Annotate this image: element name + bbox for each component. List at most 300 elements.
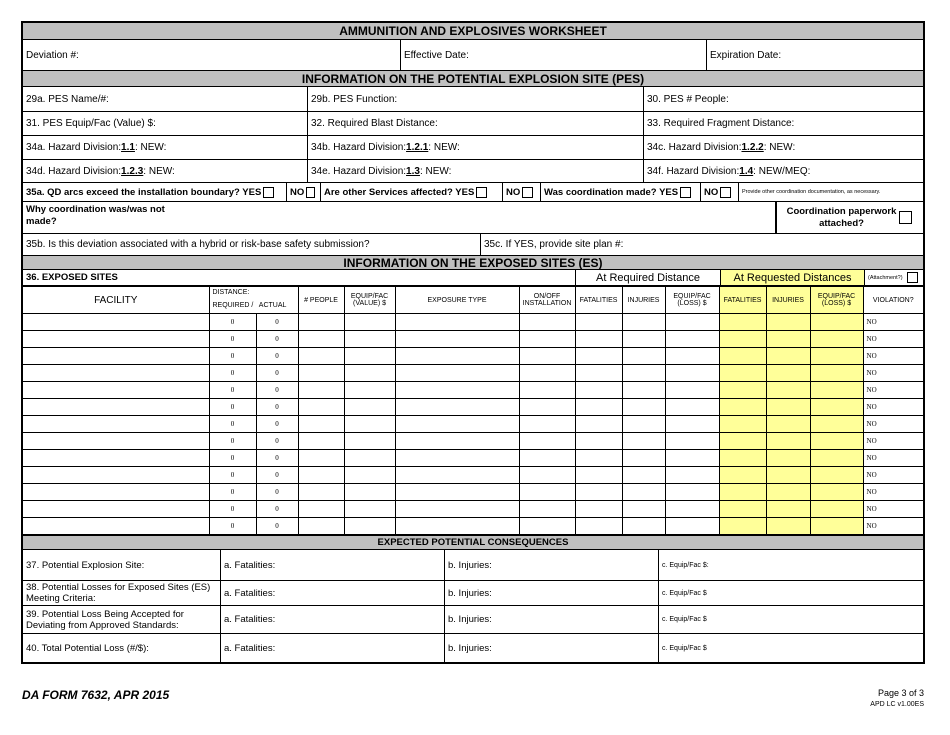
facility-cell[interactable] [23, 518, 209, 535]
hazard-34b-code: 1.2.1 [406, 142, 429, 153]
table-row [23, 518, 923, 535]
facility-cell[interactable] [23, 365, 209, 382]
on-off-cell[interactable] [519, 331, 575, 348]
col-exposure-type: EXPOSURE TYPE [395, 287, 519, 314]
pes-row-35b [23, 234, 923, 256]
pes-function-field[interactable]: 29b. PES Function: [308, 87, 644, 111]
fatalities-cell[interactable] [575, 450, 622, 467]
col-distance-label: DISTANCE: [212, 289, 250, 296]
table-row [23, 450, 923, 467]
actual-distance-cell[interactable]: 0 [256, 314, 298, 331]
consequence-row [23, 634, 923, 662]
exposure-type-cell[interactable] [395, 382, 519, 399]
qd-arcs-yes-checkbox[interactable] [263, 187, 274, 198]
on-off-cell[interactable] [519, 450, 575, 467]
injuries-requested-cell[interactable] [766, 484, 810, 501]
pes-people-field[interactable]: 30. PES # People: [647, 93, 729, 105]
hybrid-submission-field[interactable]: 35b. Is this deviation associated with a hybrid or risk-base safety submission? [23, 234, 481, 255]
people-cell[interactable] [298, 382, 344, 399]
required-distance-cell[interactable]: 0 [209, 314, 256, 331]
es-rows [23, 314, 923, 535]
violation-cell[interactable]: NO [863, 501, 923, 518]
fatalities-requested-cell[interactable] [719, 484, 766, 501]
why-coordination-label: Why coordination was/was not made? [26, 204, 165, 227]
loss-requested-cell[interactable] [810, 348, 863, 365]
col-required: REQUIRED / [212, 302, 254, 309]
fatalities-cell[interactable] [575, 314, 622, 331]
injuries-cell[interactable] [622, 348, 665, 365]
equip-fac-field[interactable]: c. Equip/Fac $: [662, 561, 709, 569]
consequence-row [23, 606, 923, 634]
coordination-label: Was coordination made? YES [544, 186, 679, 198]
injuries-field[interactable]: b. Injuries: [445, 634, 659, 662]
hazard-34f-code: 1.4 [739, 165, 754, 177]
injuries-cell[interactable] [622, 416, 665, 433]
injuries-requested-cell[interactable] [766, 382, 810, 399]
people-cell[interactable] [298, 348, 344, 365]
violation-cell[interactable]: NO [863, 399, 923, 416]
table-row [23, 399, 923, 416]
consequence-label: 40. Total Potential Loss (#/$): [23, 634, 221, 662]
table-row [23, 331, 923, 348]
facility-cell[interactable] [23, 382, 209, 399]
loss-requested-cell[interactable] [810, 484, 863, 501]
fatalities-cell[interactable] [575, 331, 622, 348]
attachment-label: (Attachment?) [868, 274, 903, 281]
fatalities-requested-cell[interactable] [719, 467, 766, 484]
injuries-cell[interactable] [622, 518, 665, 535]
required-distance-cell[interactable]: 0 [209, 382, 256, 399]
actual-distance-cell[interactable]: 0 [256, 450, 298, 467]
hazard-34b-suffix: : NEW: [428, 142, 460, 153]
exposure-type-cell[interactable] [395, 518, 519, 535]
loss-cell[interactable] [665, 416, 719, 433]
exposure-type-cell[interactable] [395, 331, 519, 348]
paperwork-attached [776, 202, 923, 233]
facility-cell[interactable] [23, 433, 209, 450]
facility-cell[interactable] [23, 348, 209, 365]
exposure-type-cell[interactable] [395, 365, 519, 382]
hazard-34a-field[interactable] [23, 136, 308, 159]
fatalities-requested-cell[interactable] [719, 450, 766, 467]
exposure-type-cell[interactable] [395, 433, 519, 450]
actual-distance-cell[interactable]: 0 [256, 433, 298, 450]
col-loss-requested: EQUIP/FAC (LOSS) $ [810, 287, 863, 314]
on-off-cell[interactable] [519, 501, 575, 518]
injuries-cell[interactable] [622, 484, 665, 501]
fatalities-requested-cell[interactable] [719, 501, 766, 518]
injuries-cell[interactable] [622, 433, 665, 450]
hazard-34a-code: 1.1 [121, 142, 135, 153]
equip-value-cell[interactable] [344, 501, 395, 518]
injuries-requested-cell[interactable] [766, 433, 810, 450]
injuries-requested-cell[interactable] [766, 331, 810, 348]
equip-value-cell[interactable] [344, 518, 395, 535]
consequence-label: 39. Potential Loss Being Accepted for Deviating from Approved Standards: [23, 606, 221, 633]
col-people: # PEOPLE [298, 287, 344, 314]
required-distance-cell[interactable]: 0 [209, 348, 256, 365]
people-cell[interactable] [298, 331, 344, 348]
exposed-sites-label: 36. EXPOSED SITES [23, 270, 576, 285]
attachment-field [865, 270, 923, 285]
page-info [870, 688, 924, 708]
es-subheader [23, 270, 923, 286]
qd-arcs-no-checkbox[interactable] [306, 187, 315, 198]
services-label: Are other Services affected? YES [324, 186, 475, 198]
services-no-checkbox[interactable] [522, 187, 533, 198]
fatalities-cell[interactable] [575, 399, 622, 416]
equip-value-cell[interactable] [344, 382, 395, 399]
equip-value-cell[interactable] [344, 365, 395, 382]
on-off-cell[interactable] [519, 365, 575, 382]
loss-cell[interactable] [665, 399, 719, 416]
loss-cell[interactable] [665, 518, 719, 535]
hazard-34a-suffix: : NEW: [134, 142, 167, 153]
violation-cell[interactable]: NO [863, 433, 923, 450]
loss-requested-cell[interactable] [810, 450, 863, 467]
actual-distance-cell[interactable]: 0 [256, 484, 298, 501]
table-row [23, 382, 923, 399]
required-distance-cell[interactable]: 0 [209, 484, 256, 501]
hazard-34c-field[interactable] [644, 136, 923, 159]
coordination-no-label: NO [704, 186, 719, 198]
col-on-off: ON/OFF INSTALLATION [519, 287, 575, 314]
loss-requested-cell[interactable] [810, 416, 863, 433]
pes-header: INFORMATION ON THE POTENTIAL EXPLOSION SITE (PES) [23, 71, 923, 87]
on-off-cell[interactable] [519, 484, 575, 501]
hazard-34e-label: 34e. Hazard Division: [311, 165, 407, 177]
injuries-field[interactable]: b. Injuries: [445, 550, 659, 580]
violation-cell[interactable]: NO [863, 348, 923, 365]
services-yes-checkbox[interactable] [476, 187, 487, 198]
table-row [23, 314, 923, 331]
equip-value-cell[interactable] [344, 433, 395, 450]
col-actual: ACTUAL [258, 302, 287, 309]
qd-arcs-label: 35a. QD arcs exceed the installation boundary? YES [26, 186, 262, 198]
equip-value-cell[interactable] [344, 467, 395, 484]
loss-cell[interactable] [665, 331, 719, 348]
hazard-34b-label: 34b. Hazard Division: [311, 142, 407, 153]
facility-cell[interactable] [23, 450, 209, 467]
top-row [23, 40, 923, 71]
fatalities-cell[interactable] [575, 433, 622, 450]
required-distance-cell[interactable]: 0 [209, 450, 256, 467]
loss-requested-cell[interactable] [810, 314, 863, 331]
fatalities-requested-cell[interactable] [719, 348, 766, 365]
equip-value-cell[interactable] [344, 331, 395, 348]
form-version: APD LC v1.00ES [870, 701, 924, 708]
people-cell[interactable] [298, 450, 344, 467]
hazard-34e-suffix: : NEW: [419, 165, 452, 177]
table-row [23, 501, 923, 518]
paperwork-checkbox[interactable] [899, 211, 912, 224]
deviation-field[interactable]: Deviation #: [23, 40, 401, 70]
people-cell[interactable] [298, 484, 344, 501]
loss-requested-cell[interactable] [810, 518, 863, 535]
required-distance-cell[interactable]: 0 [209, 518, 256, 535]
pes-row-2 [23, 112, 923, 136]
injuries-field[interactable]: b. Injuries: [445, 581, 659, 605]
facility-cell[interactable] [23, 399, 209, 416]
actual-distance-cell[interactable]: 0 [256, 331, 298, 348]
injuries-requested-cell[interactable] [766, 399, 810, 416]
blast-distance-field[interactable]: 32. Required Blast Distance: [308, 112, 644, 135]
loss-requested-cell[interactable] [810, 365, 863, 382]
table-row [23, 348, 923, 365]
loss-cell[interactable] [665, 348, 719, 365]
exposure-type-cell[interactable] [395, 348, 519, 365]
fatalities-requested-cell[interactable] [719, 365, 766, 382]
fatalities-requested-cell[interactable] [719, 416, 766, 433]
required-distance-cell[interactable]: 0 [209, 467, 256, 484]
violation-cell[interactable]: NO [863, 416, 923, 433]
actual-distance-cell[interactable]: 0 [256, 467, 298, 484]
qd-arcs-no [287, 183, 321, 201]
qd-arcs-no-label: NO [290, 186, 305, 198]
fatalities-cell[interactable] [575, 416, 622, 433]
coordination-no [701, 183, 739, 201]
fatalities-requested-cell[interactable] [719, 382, 766, 399]
fatalities-cell[interactable] [575, 365, 622, 382]
facility-cell[interactable] [23, 501, 209, 518]
injuries-requested-cell[interactable] [766, 450, 810, 467]
table-row [23, 467, 923, 484]
hazard-34f-field[interactable] [644, 160, 923, 182]
hazard-34d-field[interactable] [23, 160, 308, 182]
people-cell[interactable] [298, 467, 344, 484]
violation-cell[interactable]: NO [863, 382, 923, 399]
actual-distance-cell[interactable]: 0 [256, 518, 298, 535]
injuries-requested-cell[interactable] [766, 365, 810, 382]
col-distance [209, 287, 298, 314]
people-cell[interactable] [298, 433, 344, 450]
why-coordination-field[interactable] [23, 202, 776, 233]
equip-fac-field[interactable]: c. Equip/Fac $ [662, 616, 707, 623]
effective-date-field[interactable]: Effective Date: [401, 40, 707, 70]
col-fatalities-requested: FATALITIES [719, 287, 766, 314]
loss-cell[interactable] [665, 467, 719, 484]
equip-value-cell[interactable] [344, 314, 395, 331]
consequence-row [23, 550, 923, 581]
equip-value-cell[interactable] [344, 399, 395, 416]
col-equip-value: EQUIP/FAC (VALUE) $ [344, 287, 395, 314]
injuries-cell[interactable] [622, 467, 665, 484]
required-distance-cell[interactable]: 0 [209, 365, 256, 382]
injuries-cell[interactable] [622, 399, 665, 416]
loss-requested-cell[interactable] [810, 467, 863, 484]
fatalities-cell[interactable] [575, 484, 622, 501]
coordination-doc-note: Provide other coordination documentation, as necessary. [742, 189, 881, 195]
people-cell[interactable] [298, 416, 344, 433]
hazard-34d-label: 34d. Hazard Division: [26, 165, 122, 177]
exposure-type-cell[interactable] [395, 484, 519, 501]
injuries-cell[interactable] [622, 501, 665, 518]
at-requested-distances: At Requested Distances [721, 270, 865, 285]
equip-value-cell[interactable] [344, 416, 395, 433]
loss-requested-cell[interactable] [810, 433, 863, 450]
services-no [503, 183, 541, 201]
table-row [23, 433, 923, 450]
equip-value-cell[interactable] [344, 348, 395, 365]
loss-requested-cell[interactable] [810, 382, 863, 399]
hazard-34f-label: 34f. Hazard Division: [647, 165, 740, 177]
on-off-cell[interactable] [519, 416, 575, 433]
injuries-cell[interactable] [622, 314, 665, 331]
coordination-yes-checkbox[interactable] [680, 187, 691, 198]
actual-distance-cell[interactable]: 0 [256, 416, 298, 433]
fatalities-cell[interactable] [575, 501, 622, 518]
on-off-cell[interactable] [519, 467, 575, 484]
violation-cell[interactable]: NO [863, 314, 923, 331]
es-column-headers [23, 287, 923, 314]
hazard-34e-field[interactable] [308, 160, 644, 182]
fatalities-cell[interactable] [575, 467, 622, 484]
at-required-distance: At Required Distance [576, 270, 721, 285]
actual-distance-cell[interactable]: 0 [256, 501, 298, 518]
required-distance-cell[interactable]: 0 [209, 331, 256, 348]
coordination-no-checkbox[interactable] [720, 187, 731, 198]
on-off-cell[interactable] [519, 314, 575, 331]
hazard-34c-suffix: : NEW: [763, 142, 796, 153]
injuries-requested-cell[interactable] [766, 518, 810, 535]
facility-cell[interactable] [23, 484, 209, 501]
fatalities-cell[interactable] [575, 518, 622, 535]
actual-distance-cell[interactable]: 0 [256, 382, 298, 399]
exposure-type-cell[interactable] [395, 416, 519, 433]
people-cell[interactable] [298, 518, 344, 535]
facility-cell[interactable] [23, 314, 209, 331]
fatalities-cell[interactable] [575, 348, 622, 365]
pes-row-4 [23, 160, 923, 183]
people-cell[interactable] [298, 399, 344, 416]
expiration-date-field[interactable]: Expiration Date: [710, 49, 782, 61]
fatalities-requested-cell[interactable] [719, 399, 766, 416]
loss-requested-cell[interactable] [810, 501, 863, 518]
consequences-header: EXPECTED POTENTIAL CONSEQUENCES [23, 535, 923, 550]
loss-cell[interactable] [665, 365, 719, 382]
fatalities-requested-cell[interactable] [719, 331, 766, 348]
site-plan-field[interactable]: 35c. If YES, provide site plan #: [484, 239, 624, 250]
fatalities-field[interactable]: a. Fatalities: [221, 634, 445, 662]
injuries-field[interactable]: b. Injuries: [445, 606, 659, 633]
exposure-type-cell[interactable] [395, 501, 519, 518]
injuries-requested-cell[interactable] [766, 467, 810, 484]
pes-name-field[interactable]: 29a. PES Name/#: [23, 87, 308, 111]
equip-value-cell[interactable] [344, 450, 395, 467]
violation-cell[interactable]: NO [863, 365, 923, 382]
on-off-cell[interactable] [519, 382, 575, 399]
equip-fac-field[interactable]: c. Equip/Fac $ [662, 644, 707, 652]
loss-cell[interactable] [665, 433, 719, 450]
on-off-cell[interactable] [519, 399, 575, 416]
loss-cell[interactable] [665, 484, 719, 501]
required-distance-cell[interactable]: 0 [209, 433, 256, 450]
violation-cell[interactable]: NO [863, 484, 923, 501]
table-row [23, 416, 923, 433]
hazard-34e-code: 1.3 [406, 165, 420, 177]
qd-arcs-question [23, 183, 287, 201]
exposure-type-cell[interactable] [395, 467, 519, 484]
injuries-cell[interactable] [622, 450, 665, 467]
pes-row-3 [23, 136, 923, 160]
injuries-requested-cell[interactable] [766, 501, 810, 518]
pes-row-1 [23, 87, 923, 112]
injuries-cell[interactable] [622, 365, 665, 382]
fatalities-field[interactable]: a. Fatalities: [221, 581, 445, 605]
required-distance-cell[interactable]: 0 [209, 501, 256, 518]
fatalities-requested-cell[interactable] [719, 433, 766, 450]
loss-requested-cell[interactable] [810, 331, 863, 348]
violation-cell[interactable]: NO [863, 450, 923, 467]
facility-cell[interactable] [23, 416, 209, 433]
injuries-requested-cell[interactable] [766, 416, 810, 433]
facility-cell[interactable] [23, 331, 209, 348]
services-question [321, 183, 503, 201]
people-cell[interactable] [298, 314, 344, 331]
people-cell[interactable] [298, 501, 344, 518]
fatalities-cell[interactable] [575, 382, 622, 399]
violation-cell[interactable]: NO [863, 518, 923, 535]
loss-cell[interactable] [665, 314, 719, 331]
fatalities-requested-cell[interactable] [719, 314, 766, 331]
on-off-cell[interactable] [519, 433, 575, 450]
worksheet-form [21, 21, 925, 664]
hazard-34c-label: 34c. Hazard Division: [647, 142, 742, 153]
pes-value-field[interactable]: 31. PES Equip/Fac (Value) $: [23, 112, 308, 135]
loss-requested-cell[interactable] [810, 399, 863, 416]
fatalities-field[interactable]: a. Fatalities: [221, 606, 445, 633]
actual-distance-cell[interactable]: 0 [256, 399, 298, 416]
exposure-type-cell[interactable] [395, 314, 519, 331]
actual-distance-cell[interactable]: 0 [256, 365, 298, 382]
form-id: DA FORM 7632, APR 2015 [22, 688, 170, 702]
loss-cell[interactable] [665, 450, 719, 467]
form-title: AMMUNITION AND EXPLOSIVES WORKSHEET [23, 23, 923, 40]
injuries-cell[interactable] [622, 382, 665, 399]
fragment-distance-field[interactable]: 33. Required Fragment Distance: [647, 118, 795, 129]
actual-distance-cell[interactable]: 0 [256, 348, 298, 365]
fatalities-field[interactable]: a. Fatalities: [221, 550, 445, 580]
exposure-type-cell[interactable] [395, 450, 519, 467]
injuries-requested-cell[interactable] [766, 348, 810, 365]
required-distance-cell[interactable]: 0 [209, 416, 256, 433]
on-off-cell[interactable] [519, 348, 575, 365]
es-header: INFORMATION ON THE EXPOSED SITES (ES) [23, 256, 923, 270]
consequence-row [23, 581, 923, 606]
attachment-checkbox[interactable] [907, 272, 918, 283]
injuries-requested-cell[interactable] [766, 314, 810, 331]
fatalities-requested-cell[interactable] [719, 518, 766, 535]
table-row [23, 484, 923, 501]
on-off-cell[interactable] [519, 518, 575, 535]
violation-cell[interactable]: NO [863, 331, 923, 348]
consequence-label: 37. Potential Explosion Site: [23, 550, 221, 580]
exposure-type-cell[interactable] [395, 399, 519, 416]
facility-cell[interactable] [23, 467, 209, 484]
people-cell[interactable] [298, 365, 344, 382]
loss-cell[interactable] [665, 501, 719, 518]
equip-fac-field[interactable]: c. Equip/Fac $ [662, 589, 707, 597]
violation-cell[interactable]: NO [863, 467, 923, 484]
hazard-34b-field[interactable] [308, 136, 644, 159]
consequence-rows [23, 550, 923, 662]
injuries-cell[interactable] [622, 331, 665, 348]
equip-value-cell[interactable] [344, 484, 395, 501]
hazard-34d-suffix: : NEW: [143, 165, 175, 177]
loss-cell[interactable] [665, 382, 719, 399]
col-injuries: INJURIES [622, 287, 665, 314]
required-distance-cell[interactable]: 0 [209, 399, 256, 416]
